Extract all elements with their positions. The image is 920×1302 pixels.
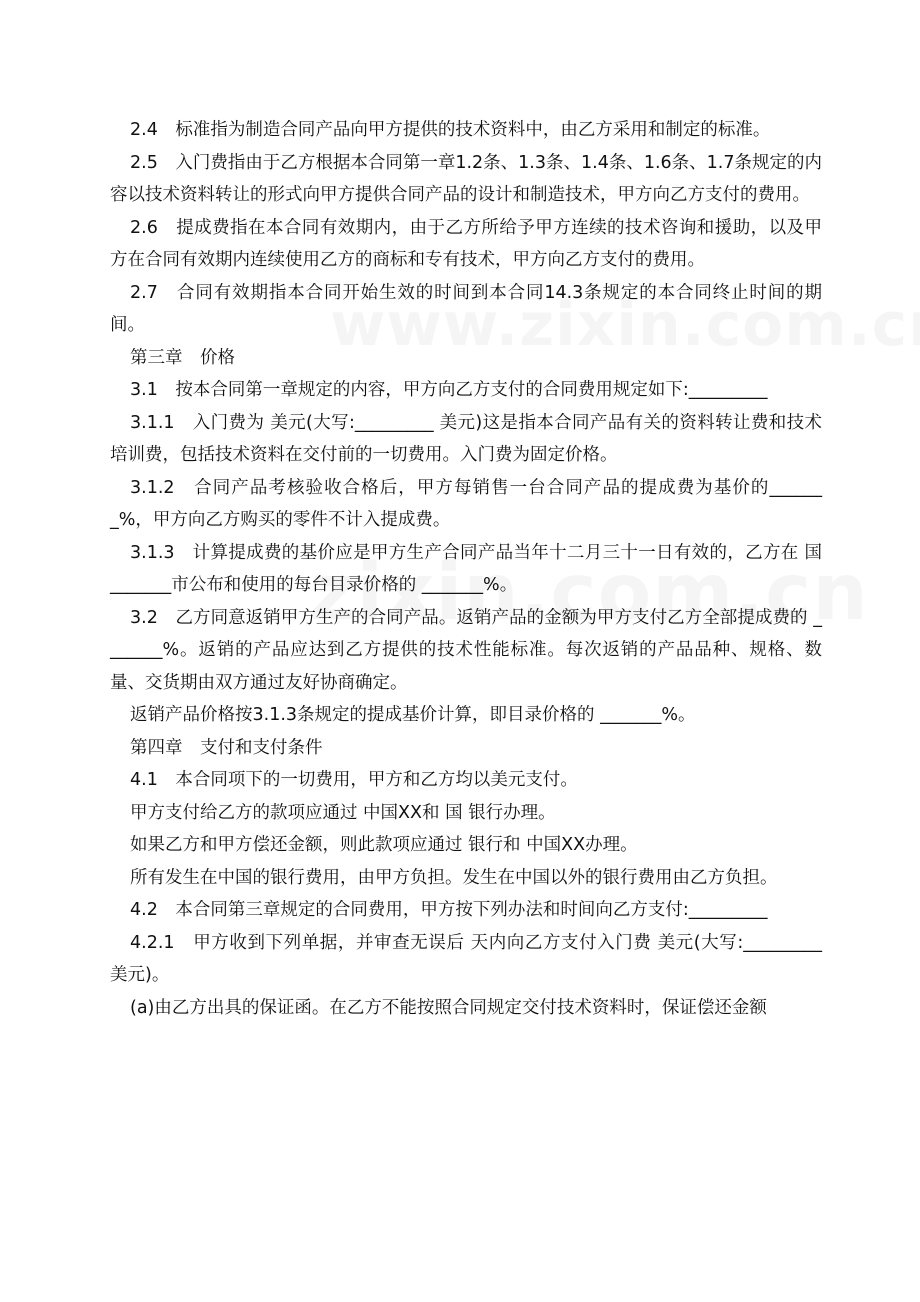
paragraph-3-1: 3.1 按本合同第一章规定的内容，甲方向乙方支付的合同费用规定如下:_________ <box>130 380 768 400</box>
paragraph-2-5: 2.5 入门费指由于乙方根据本合同第一章1.2条、1.3条、1.4条、1.6条、1.7条规定的内容以技术资料转让的形式向甲方提供合同产品的设计和制造技术，甲方向乙方支付的费用。 <box>110 152 822 205</box>
paragraph-2-4: 2.4 标准指为制造合同产品向甲方提供的技术资料中，由乙方采用和制定的标准。 <box>130 120 771 140</box>
paragraph-payment-bank: 甲方支付给乙方的款项应通过 中国XX和 国 银行办理。 <box>130 802 556 823</box>
chapter-4-heading: 第四章 支付和支付条件 <box>130 737 323 758</box>
paragraph-4-2-1-a: (a)由乙方出具的保证函。在乙方不能按照合同规定交付技术资料时，保证偿还金额 <box>130 997 767 1018</box>
paragraph-resale-price: 返销产品价格按3.1.3条规定的提成基价计算，即目录价格的 _______%。 <box>130 705 696 725</box>
paragraph-4-1: 4.1 本合同项下的一切费用，甲方和乙方均以美元支付。 <box>130 770 578 790</box>
paragraph-repayment-bank: 如果乙方和甲方偿还金额，则此款项应通过 银行和 中国XX办理。 <box>130 835 638 855</box>
paragraph-3-1-1: 3.1.1 入门费为 美元(大写:_________ 美元)这是指本合同产品有关的资料转让费和技术培训费，包括技术资料在交付前的一切费用。入门费为固定价格。 <box>110 412 822 465</box>
paragraph-2-7: 2.7 合同有效期指本合同开始生效的时间到本合同14.3条规定的本合同终止时间的期间。 <box>110 282 822 335</box>
paragraph-bank-fees: 所有发生在中国的银行费用，由甲方负担。发生在中国以外的银行费用由乙方负担。 <box>130 867 778 888</box>
chapter-3-heading: 第三章 价格 <box>130 347 235 368</box>
paragraph-3-2: 3.2 乙方同意返销甲方生产的合同产品。返销产品的金额为甲方支付乙方全部提成费的 _______%。返销的产品应达到乙方提供的技术性能标准。每次返销的产品品种、规格、数量、交货期由双方通过友好协商确定。 <box>110 607 822 693</box>
paragraph-4-2: 4.2 本合同第三章规定的合同费用，甲方按下列办法和时间向乙方支付:_________ <box>130 900 768 920</box>
paragraph-3-1-3: 3.1.3 计算提成费的基价应是甲方生产合同产品当年十二月三十一日有效的，乙方在 国 _______市公布和使用的每台目录价格的 _______%。 <box>110 542 822 595</box>
paragraph-2-6: 2.6 提成费指在本合同有效期内，由于乙方所给予甲方连续的技术咨询和援助，以及甲方在合同有效期内连续使用乙方的商标和专有技术，甲方向乙方支付的费用。 <box>110 217 822 270</box>
document-body <box>110 114 822 1024</box>
paragraph-3-1-2: 3.1.2 合同产品考核验收合格后，甲方每销售一台合同产品的提成费为基价的_______%，甲方向乙方购买的零件不计入提成费。 <box>110 477 822 530</box>
paragraph-4-2-1: 4.2.1 甲方收到下列单据，并审查无误后 天内向乙方支付入门费 美元(大写:_________ 美元)。 <box>110 932 822 985</box>
